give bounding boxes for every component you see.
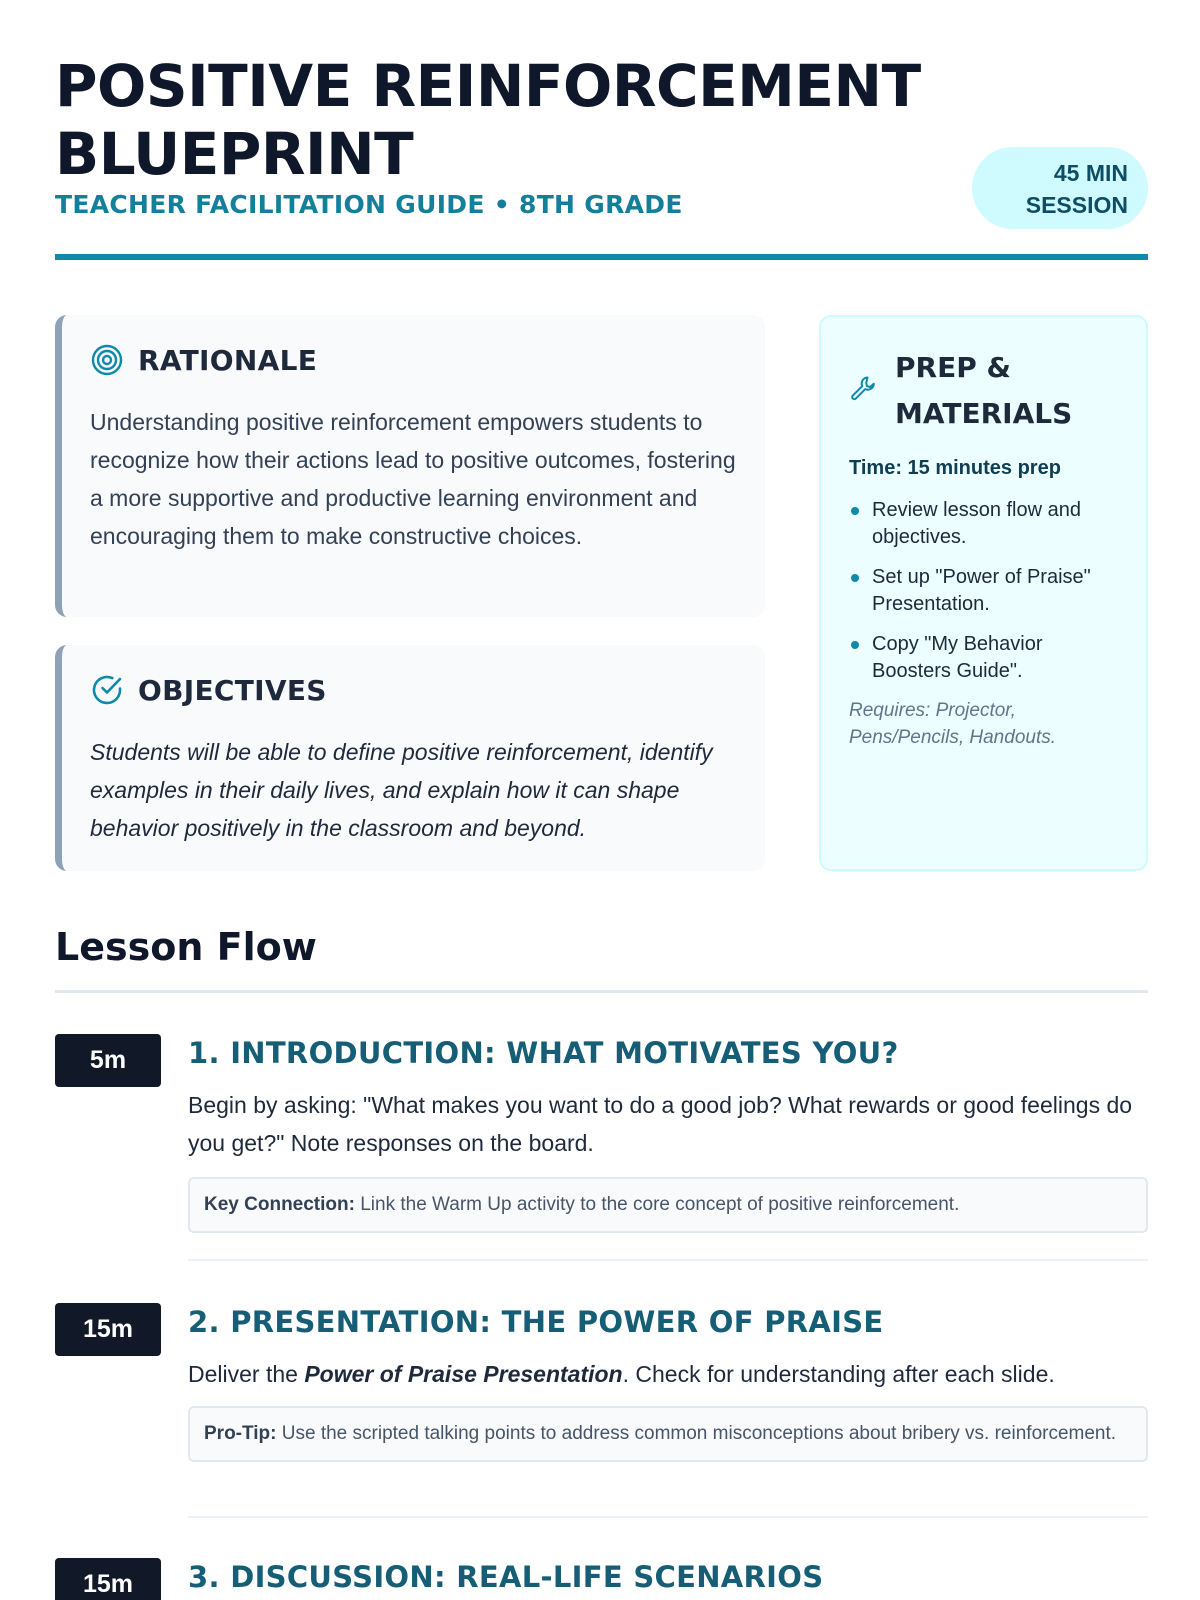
callout-label: Pro-Tip: bbox=[204, 1423, 277, 1444]
step-duration: 15m bbox=[55, 1558, 161, 1600]
callout-label: Key Connection: bbox=[204, 1194, 355, 1215]
step-divider bbox=[188, 1516, 1148, 1518]
step-callout bbox=[188, 1406, 1148, 1462]
page-subtitle: TEACHER FACILITATION GUIDE • 8TH GRADE bbox=[55, 190, 683, 219]
step-duration: 15m bbox=[55, 1303, 161, 1356]
step-description: Begin by asking: "What makes you want to do a good job? What rewards or good feelings do you get?" Note responses on the board. bbox=[188, 1092, 1133, 1156]
step-duration: 5m bbox=[55, 1034, 161, 1087]
objectives-heading: OBJECTIVES bbox=[138, 673, 327, 707]
rationale-heading: RATIONALE bbox=[138, 343, 318, 377]
page-header bbox=[55, 52, 1148, 260]
rationale-text: Understanding positive reinforcement empowers students to recognize how their actions lead to positive outcomes, fostering a more supportive and productive learning environment and encouraging them to make constructive choices. bbox=[90, 409, 736, 549]
badge-line-2: SESSION bbox=[1025, 192, 1128, 218]
prep-heading: PREP & MATERIALS bbox=[895, 351, 1073, 430]
objectives-card bbox=[55, 645, 765, 871]
objectives-header bbox=[90, 673, 327, 707]
callout-text: Use the scripted talking points to address common misconceptions about bribery vs. reinforcement. bbox=[276, 1423, 1117, 1444]
step-title: 1. INTRODUCTION: WHAT MOTIVATES YOU? bbox=[188, 1036, 899, 1070]
prep-materials-panel bbox=[819, 315, 1148, 871]
prep-item: Copy "My Behavior Boosters Guide". bbox=[849, 631, 1124, 685]
step-text-pre: Deliver the bbox=[188, 1361, 305, 1387]
step-text-post: . Check for understanding after each slide. bbox=[622, 1361, 1055, 1387]
presentation-title: Power of Praise Presentation bbox=[304, 1361, 623, 1387]
step-divider bbox=[188, 1259, 1148, 1261]
step-title: 2. PRESENTATION: THE POWER OF PRAISE bbox=[188, 1305, 884, 1339]
lesson-flow-heading: Lesson Flow bbox=[55, 925, 317, 969]
session-length-badge bbox=[972, 147, 1148, 229]
prep-item: Set up "Power of Praise" Presentation. bbox=[849, 564, 1124, 618]
step-callout bbox=[188, 1177, 1148, 1233]
wrench-icon bbox=[849, 374, 883, 408]
lesson-flow-divider bbox=[55, 990, 1148, 993]
target-icon bbox=[90, 343, 124, 377]
lesson-guide-page bbox=[55, 0, 1148, 1600]
check-circle-icon bbox=[90, 673, 124, 707]
badge-line-1: 45 MIN bbox=[1053, 160, 1128, 186]
prep-item: Review lesson flow and objectives. bbox=[849, 497, 1124, 551]
page-title: POSITIVE REINFORCEMENT BLUEPRINT bbox=[55, 52, 921, 188]
step-title: 3. DISCUSSION: REAL-LIFE SCENARIOS bbox=[188, 1560, 824, 1594]
callout-text: Link the Warm Up activity to the core concept of positive reinforcement. bbox=[354, 1194, 960, 1215]
rationale-header bbox=[90, 343, 317, 377]
prep-time: Time: 15 minutes prep bbox=[849, 457, 1061, 479]
step-description bbox=[188, 1355, 1148, 1393]
objectives-text: Students will be able to define positive reinforcement, identify examples in their daily lives, and explain how it can shape behavior positively in the classroom and beyond. bbox=[90, 739, 713, 841]
rationale-card bbox=[55, 315, 765, 617]
prep-header bbox=[849, 345, 1115, 437]
prep-requirements: Requires: Projector, Pens/Pencils, Handouts. bbox=[849, 700, 1057, 748]
prep-checklist bbox=[849, 497, 1124, 698]
